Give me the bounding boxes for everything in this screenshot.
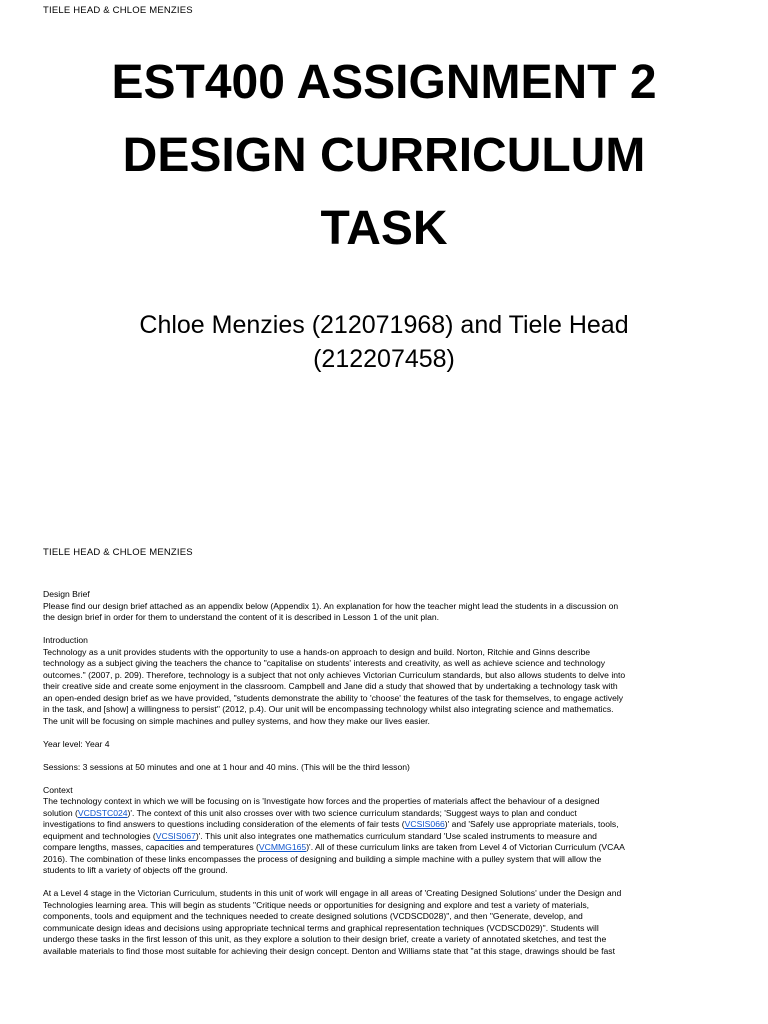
curriculum-code-link[interactable]: VCDSTC024 — [77, 807, 128, 818]
paragraph-line: available materials to find those most suitable for achieving their design concept. Denton and Williams state that "at this stage, drawings should be fast — [43, 945, 615, 956]
paragraph-line: an open-ended design brief as we have provided, "students demonstrate the ability to 'choose' the features of the task for themselves, to engage actively — [43, 692, 624, 703]
author-line: (212207458) — [313, 345, 455, 373]
text-span: investigations to find answers to questions including consideration of the elements of fair tests ( — [43, 819, 405, 829]
paragraph-line: 2016). The combination of these links encompasses the process of designing and building a simple machine with a pulley system that will allow the — [43, 853, 602, 864]
sessions: Sessions: 3 sessions at 50 minutes and one at 1 hour and 40 mins. (This will be the third lesson) — [43, 761, 410, 772]
paragraph-line: The technology context in which we will be focusing on is 'Investigate how forces and the properties of materials affect the behaviour of a designed — [43, 796, 600, 806]
curriculum-code-link[interactable]: VCMMG165 — [258, 842, 307, 852]
paragraph-line: in the task, and [show] a willingness to persist" (2012, p.4). Our unit will be encompassing technology whilst also integrating science and mathematics. — [43, 704, 614, 714]
author-line: Chloe Menzies (212071968) and Tiele Head — [139, 311, 629, 339]
text-span: compare lengths, masses, capacities and temperatures ( — [43, 842, 259, 852]
text-span: solution ( — [43, 807, 78, 818]
paragraph-line: the design brief in order for them to understand the content of it is described in Lesson 1 of the unit plan. — [43, 612, 440, 622]
level4-section — [43, 888, 733, 957]
paragraph-line: Please find our design brief attached as an appendix below (Appendix 1). An explanation for how the teacher might lead the students in a discussion on — [43, 600, 619, 611]
author-block — [0, 308, 768, 376]
paragraph-line: Technologies learning area. This will begin as students "Critique needs or opportunities for designing and explore and test a variety of materials, — [43, 899, 590, 910]
paragraph-line — [43, 831, 733, 843]
paragraph-line — [43, 842, 733, 854]
running-head: TIELE HEAD & CHLOE MENZIES — [43, 5, 193, 16]
paragraph-line: undergo these tasks in the first lesson of this unit, as they explore a solution to their design brief, create a variety of annotated sketches, and test the — [43, 934, 607, 944]
paragraph-line: components, tools and equipment and the techniques needed to create designed solutions (VCDSCD028)", and then "Generate, develop, and — [43, 911, 583, 921]
design-brief-section — [43, 589, 733, 624]
title-line: TASK — [320, 202, 448, 255]
context-section — [43, 785, 733, 877]
text-span: )'. All of these curriculum links are taken from Level 4 of Victorian Curriculum (VCAA — [306, 842, 625, 852]
introduction-section — [43, 635, 733, 727]
running-head: TIELE HEAD & CHLOE MENZIES — [43, 547, 193, 558]
section-heading: Introduction — [43, 635, 88, 645]
body-text — [43, 589, 733, 969]
paragraph-line: communicate design ideas and decisions using appropriate technical terms and graphical representation techniques (VCDSCD029)". Students will — [43, 922, 599, 933]
paragraph-line: At a Level 4 stage in the Victorian Curriculum, students in this unit of work will engage in all areas of 'Creating Designed Solutions' under the Design and — [43, 888, 622, 898]
document-title — [0, 46, 768, 265]
paragraph-line: Technology as a unit provides students with the opportunity to use a hands-on approach to design and build. Norton, Ritchie and Ginns describe — [43, 646, 590, 657]
curriculum-code-link[interactable]: VCSIS067 — [155, 830, 196, 841]
paragraph-line: The unit will be focusing on simple machines and pulley systems, and how they make our lives easier. — [43, 715, 430, 726]
paragraph-line — [43, 808, 733, 820]
text-span: equipment and technologies ( — [43, 830, 156, 841]
text-span: )'. The context of this unit also crosses over with two science curriculum standards; 'Suggest ways to plan and conduct — [127, 807, 577, 818]
text-span: )'. This unit also integrates one mathematics curriculum standard 'Use scaled instruments to measure and — [195, 830, 597, 841]
text-span: )' and 'Safely use appropriate materials, tools, — [444, 819, 619, 829]
paragraph-line — [43, 819, 733, 831]
section-heading: Design Brief — [43, 589, 90, 599]
paragraph-line: outcomes." (2007, p. 209). Therefore, technology is a subject that not only achieves Victorian Curriculum standards, but also allows students to delve into — [43, 669, 626, 680]
title-line: DESIGN CURRICULUM — [122, 129, 646, 182]
paragraph-line: their creative side and create some enjoyment in the classroom. Campbell and Jane did a study that showed that by undertaking a technology task with — [43, 681, 618, 691]
paragraph-line: technology as a subject giving the teachers the chance to "capitalise on students' interests and creativity, as well as achieve science and technology — [43, 658, 606, 668]
paragraph-line: students to lift a variety of objects off the ground. — [43, 865, 228, 875]
curriculum-code-link[interactable]: VCSIS066 — [404, 819, 445, 829]
title-line: EST400 ASSIGNMENT 2 — [111, 56, 657, 109]
section-heading: Context — [43, 784, 73, 795]
year-level: Year level: Year 4 — [43, 738, 110, 749]
